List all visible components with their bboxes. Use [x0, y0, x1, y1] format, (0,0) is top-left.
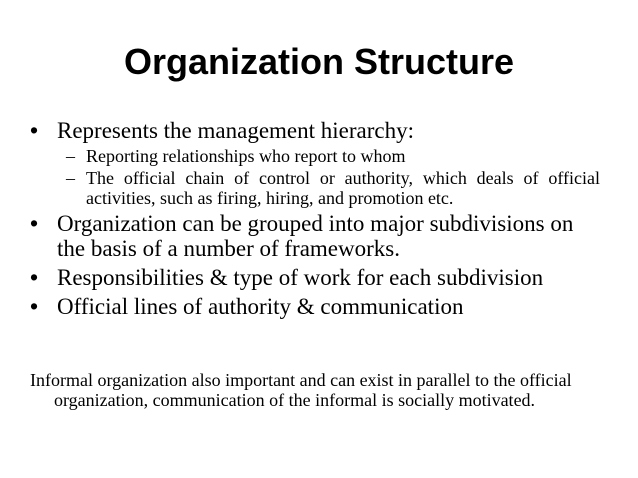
- dash-icon: –: [66, 146, 75, 166]
- bullet-item-subdivisions: [30, 211, 600, 261]
- bullet-item-management-hierarchy: [30, 118, 600, 143]
- subbullet-text: Reporting relationships who report to whom: [86, 146, 406, 166]
- bullet-text: Represents the management hierarchy:: [57, 118, 414, 143]
- informal-organization-paragraph: Informal organization also important and can exist in parallel to the official organization, communication of the informal is socially motivated.: [30, 370, 572, 410]
- bullet-icon: •: [30, 117, 39, 143]
- bullet-item-lines-of-authority: [30, 294, 600, 319]
- bullet-item-responsibilities: [30, 265, 600, 290]
- slide-title: Organization Structure: [123, 41, 515, 82]
- subbullet-item-reporting: [30, 146, 600, 166]
- bullet-text: Responsibilities & type of work for each subdivision: [57, 265, 544, 290]
- bullet-list: [30, 118, 600, 319]
- subbullet-text: The official chain of control or authority, which deals of official activities, such as firing, hiring, and promotion etc.: [86, 168, 600, 208]
- subbullet-item-chain-of-control: [30, 168, 600, 208]
- bullet-icon: •: [30, 210, 39, 236]
- bullet-icon: •: [30, 264, 39, 290]
- bullet-text: Organization can be grouped into major subdivisions on the basis of a number of frameworks.: [57, 211, 574, 261]
- bullet-icon: •: [30, 293, 39, 319]
- bullet-text: Official lines of authority & communication: [57, 294, 464, 319]
- dash-icon: –: [66, 168, 75, 188]
